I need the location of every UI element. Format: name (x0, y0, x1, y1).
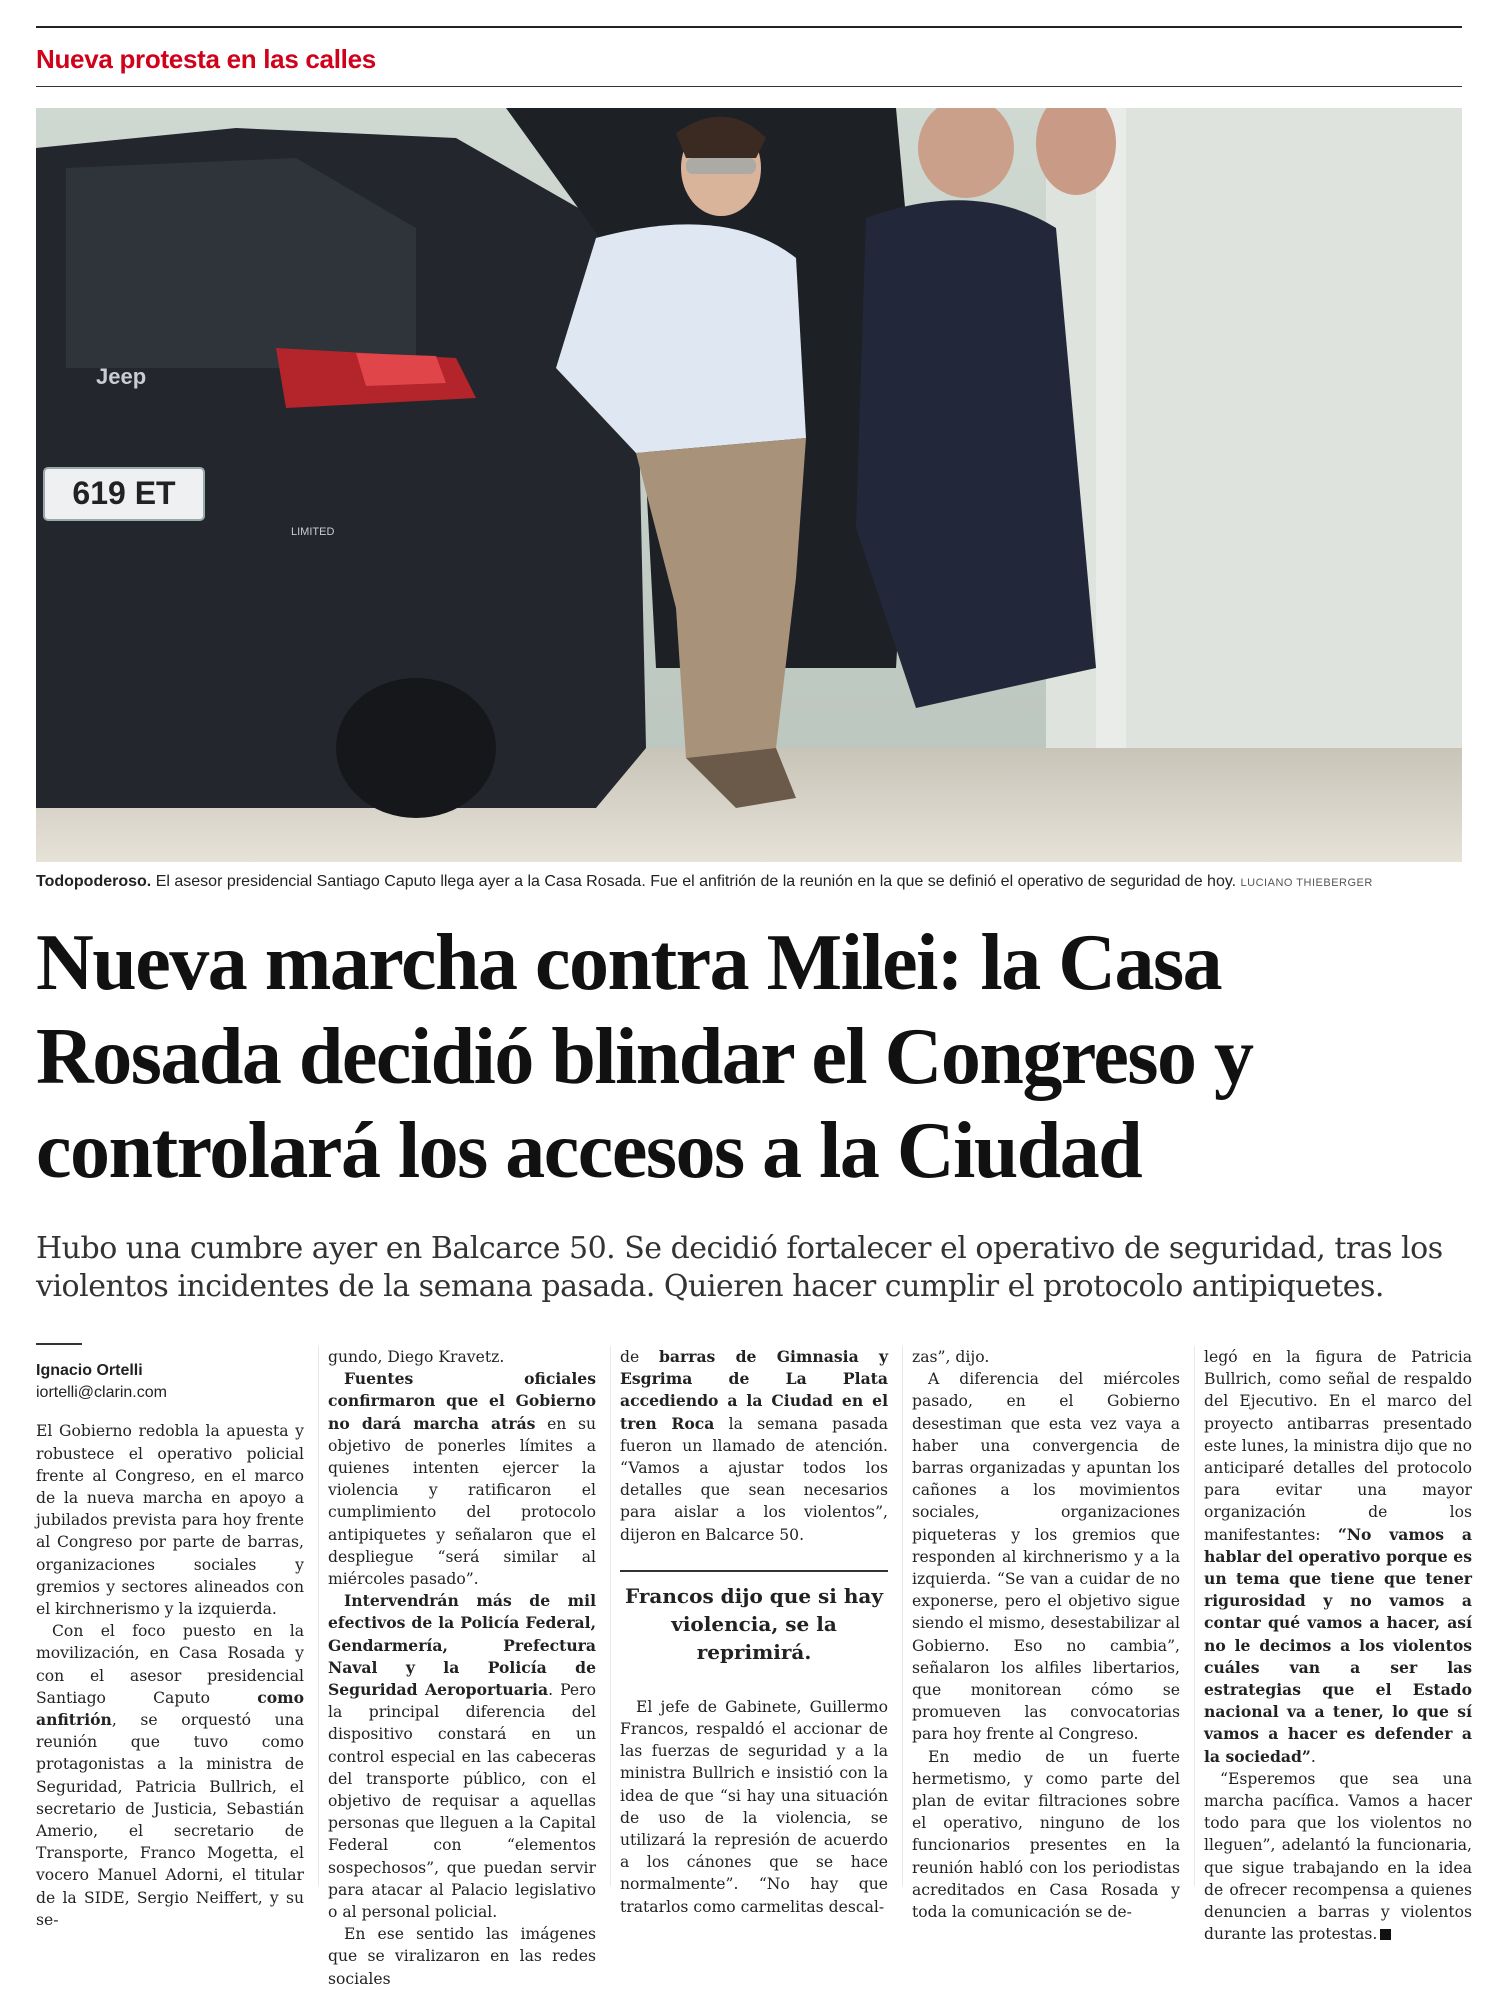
column-divider (1194, 1346, 1195, 1886)
photo-credit: LUCIANO THIEBERGER (1240, 877, 1373, 889)
column-3 (620, 1346, 888, 1918)
paragraph: gundo, Diego Kravetz. (328, 1348, 505, 1366)
car-brand: Jeep (96, 364, 147, 389)
end-mark-icon (1380, 1929, 1391, 1940)
paragraph: En ese sentido las imágenes que se viralizaron en las redes sociales (328, 1925, 596, 1988)
caption-lead: Todopoderoso. (36, 873, 152, 890)
section-title: Nueva protesta en las calles (36, 44, 376, 74)
caption-text: El asesor presidencial Santiago Caputo llega ayer a la Casa Rosada. Fue el anfitrión de la reunión en la que se definió el operativo de seguridad de hoy. (151, 873, 1241, 890)
column-divider (318, 1346, 319, 1886)
paragraph: Con el foco puesto en la movilización, en Casa Rosada y con el asesor presidencial Santiago Caputo como anfitrión, se orquestó una reunión que tuvo como protagonistas a la ministra de Seguridad, Patricia Bullrich, el secretario de Justicia, Sebastián Amerio, el secretario de Transporte, Franco Mogetta, el vocero Manuel Adorni, el titular de la SIDE, Sergio Neiffert, y su se- (36, 1622, 304, 1929)
column-4 (912, 1346, 1180, 1923)
photo-illustration (36, 108, 1462, 862)
paragraph: A diferencia del miércoles pasado, en el Gobierno desestiman que esta vez vaya a haber una convergencia de barras organizadas y apuntan los cañones a los movimientos sociales, organizaciones piqueteras y los gremios que responden al kirchnerismo y a la izquierda. “Se van a cuidar de no exponerse, pero el objetivo sigue siendo el mismo, desestabilizar al Gobierno. Eso no cambia”, señalaron los alfiles libertarios, que monitorean cómo se promueven las convocatorias para hoy frente al Congreso. (912, 1370, 1180, 1744)
byline-email[interactable]: iortelli@clarin.com (36, 1384, 167, 1402)
paragraph: El Gobierno redobla la apuesta y robustece el operativo policial frente al Congreso, en el marco de la nueva marcha en apoyo a jubilados prevista para hoy frente al Congreso por parte de barras, organizaciones sociales y gremios y sectores alineados con el kirchnerismo y la izquierda. (36, 1422, 304, 1619)
car-trim: LIMITED (291, 526, 335, 538)
paragraph: En medio de un fuerte hermetismo, y como parte del plan de evitar filtraciones sobre el operativo, ninguno de los funcionarios presentes en la reunión habló con los periodistas acreditados en Casa Rosada y toda la comunicación se de- (912, 1747, 1180, 1922)
paragraph: Fuentes oficiales confirmaron que el Gobierno no dará marcha atrás en su objetivo de ponerles límites a quienes intenten ejercer la violencia y ratificaron el cumplimiento del protocolo antipiquetes y señalaron que el despliegue “será similar al miércoles pasado”. (328, 1369, 596, 1589)
paragraph: “Esperemos que sea una marcha pacífica. Vamos a hacer todo para que los violentos no lleguen”, adelantó la funcionaria, que sigue trabajando en la idea de ofrecer recompensa a quienes denuncien a barras y violentos durante las protestas. (1204, 1769, 1472, 1944)
pull-quote: Francos dijo que si hay violencia, se la reprimirá. (620, 1570, 888, 1666)
top-rule (36, 26, 1462, 28)
paragraph: de barras de Gimnasia y Esgrima de La Plata accediendo a la Ciudad en el tren Roca la semana pasada fueron un llamado de atención. “Vamos a ajustar todos los detalles que sean necesarios para aislar a los violentos”, dijeron en Balcarce 50. (620, 1347, 889, 1544)
section-rule (36, 86, 1462, 87)
column-5 (1204, 1346, 1472, 1945)
column-2 (328, 1346, 596, 1990)
byline-rule (36, 1343, 82, 1345)
license-plate: 619 ET (72, 475, 176, 511)
headline: Nueva marcha contra Milei: la Casa Rosada decidió blindar el Congreso y controlará los accesos a la Ciudad (36, 919, 1253, 1195)
column-divider (610, 1346, 611, 1886)
paragraph: Intervendrán más de mil efectivos de la Policía Federal, Gendarmería, Prefectura Naval y la Policía de Seguridad Aeroportuaria. Pero la principal diferencia del dispositivo constará en un control especial en las cabeceras del transporte público, con el objetivo de requisar a aquellas personas que lleguen a la Capital Federal con “elementos sospechosos”, que puedan servir para atacar al Palacio legislativo o al personal policial. (328, 1591, 597, 1922)
paragraph: zas”, dijo. (912, 1348, 990, 1366)
column-divider (902, 1346, 903, 1886)
paragraph: legó en la figura de Patricia Bullrich, como señal de respaldo del Ejecutivo. En el marco del proyecto antibarras presentado este lunes, la ministra dijo que no anticiparé detalles del protocolo para evitar una mayor organización de los manifestantes: “No vamos a hablar del operativo porque es un tema que tiene que tener rigurosidad y no vamos a contar qué vamos a hacer, así no le decimos a los violentos cuáles van a ser las estrategias que el Estado nacional va a tener, lo que sí vamos a hacer es defender a la sociedad”. (1204, 1348, 1472, 1766)
byline-author: Ignacio Ortelli (36, 1362, 143, 1379)
photo-caption (36, 872, 1462, 893)
paragraph: El jefe de Gabinete, Guillermo Francos, respaldó el accionar de las fuerzas de seguridad y a la ministra Bullrich e insistió con la idea de que “si hay una situación de uso de la violencia, se utilizará la represión de acuerdo a los cánones que se hace normalmente”. “No hay que tratarlos como carmelitas descal- (620, 1697, 888, 1916)
column-1 (36, 1346, 304, 1931)
deck: Hubo una cumbre ayer en Balcarce 50. Se decidió fortalecer el operativo de seguridad, tras los violentos incidentes de la semana pasada. Quieren hacer cumplir el protocolo antipiquetes. (36, 1231, 1443, 1304)
lead-photo (36, 108, 1462, 862)
